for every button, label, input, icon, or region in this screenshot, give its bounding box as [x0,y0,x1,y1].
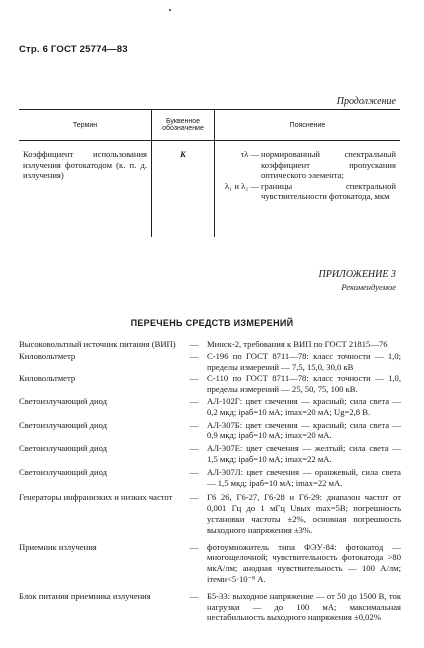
appendix-title: ПРИЛОЖЕНИЕ 3 [318,269,396,280]
item-name: Светоизлучающий диод [19,419,107,430]
item-name: Светоизлучающий диод [19,395,107,406]
item-name: Киловольтметр [19,373,76,384]
item-dash: — [189,443,199,454]
list-item [19,351,401,373]
list-item [19,492,401,535]
list-item [19,396,401,418]
appendix-subtitle: Рекомендуемое [341,282,396,292]
expl-line [219,181,396,202]
symbol-cell: K [152,141,215,237]
item-value: АЛ-307Е: цвет свечения — желтый; сила света — 1,5 мкд; iраб=10 мА; imax=22 мА. [207,443,401,464]
item-dash: — [189,339,199,349]
list-item [19,420,401,442]
expl-symbol: λ₁ и λ₂ — [225,180,259,191]
item-dash: — [189,350,199,361]
item-dash: — [189,395,199,406]
expl-symbol: τλ — [240,149,259,159]
item-name: Блок питания приемника излучения [19,590,151,601]
item-name: Высоковольтный источник питания (ВИП) [19,339,176,349]
list-item [19,443,401,465]
item-value: АЛ-307Б: цвет свечения — красный; сила света — 0,9 мкд; iраб=10 мА; imax=20 мА. [207,419,401,441]
col-symbol-line1: Буквенное [165,118,201,125]
list-item [19,591,401,623]
col-expl-header: Пояснение [215,110,401,141]
continuation-label: Продолжение [336,96,396,107]
expl-cell [215,141,401,237]
page-header: Стр. 6 ГОСТ 25774—83 [19,44,128,55]
item-value: Минск-2, требования к ВИП по ГОСТ 21815—76 [207,339,388,349]
expl-text: нормированный спектральный коэффициент пропускания оптического элемента; [261,149,396,181]
table-header-row [19,110,400,141]
item-dash: — [189,492,199,503]
expl-text: границы спектральной чувствительности фотокатода, мкм [261,180,396,202]
item-dash: — [189,541,199,552]
term-cell: Коэффициент использования излучения фотокатодом (к. п. д. излучения) [23,149,147,181]
appendix-heading [319,269,397,293]
col-symbol-header [152,110,215,141]
item-value: Б5-33: выходное напряжение — от 50 до 1500 В, ток нагрузки — до 100 мА; максимальная нестабильность выходного напряжения ±0,02% [207,590,401,623]
list-item [19,467,401,489]
item-value: фотоумножитель типа ФЭУ-84: фотокатод — многощелочной; чувствительность фотокатода >80 мкА/лм; анодная чувствительность — 100 А/лм; iтемн<5·10⁻⁸ А. [207,541,401,584]
item-name: Светоизлучающий диод [19,443,107,454]
scan-speck [169,9,171,11]
item-name: Светоизлучающий диод [19,466,107,477]
item-name: Киловольтметр [19,350,76,361]
item-dash: — [189,466,199,477]
list-item [19,373,401,395]
item-value: АЛ-307Л: цвет свечения — оранжевый, сила света — 1,5 мкд; iраб=10 мА; imax=22 мА. [207,466,401,488]
table-row [19,141,400,237]
item-dash: — [189,590,199,601]
item-value: Г6 26, Г6-27, Г6-28 и Г6-29: диапазон частот от 0,001 Гц до 1 мГц Uвых max=5В; погрешность установки частоты ±2%, основная погрешность выходного напряжения ±3%. [207,492,401,535]
list-item [19,542,401,585]
item-name: Генераторы инфранизких и низких частот [19,492,173,503]
col-symbol-line2: обозначение [162,125,204,132]
col-term-header: Термин [19,110,152,141]
list-title: ПЕРЕЧЕНЬ СРЕДСТВ ИЗМЕРЕНИЙ [130,318,294,328]
instrument-list [19,339,401,623]
item-value: С-110 по ГОСТ 8711—78: класс точности — 1,0, пределы измерений — 25, 50, 75, 100 кВ. [207,373,401,395]
list-item [19,339,401,350]
item-dash: — [189,373,199,384]
item-value: АЛ-102Г: цвет свечения — красный; сила света — 0,2 мкд; iраб=10 мА; imax=20 мА; Ug=2,8 В. [207,395,401,417]
expl-line [219,149,396,181]
item-dash: — [189,419,199,430]
item-value: С-196 по ГОСТ 8711—78: класс точности — 1,0; пределы измерений — 7,5, 15,0, 30,0 кВ [207,350,401,372]
item-name: Приемник излучения [19,541,97,552]
terms-table [19,109,400,237]
